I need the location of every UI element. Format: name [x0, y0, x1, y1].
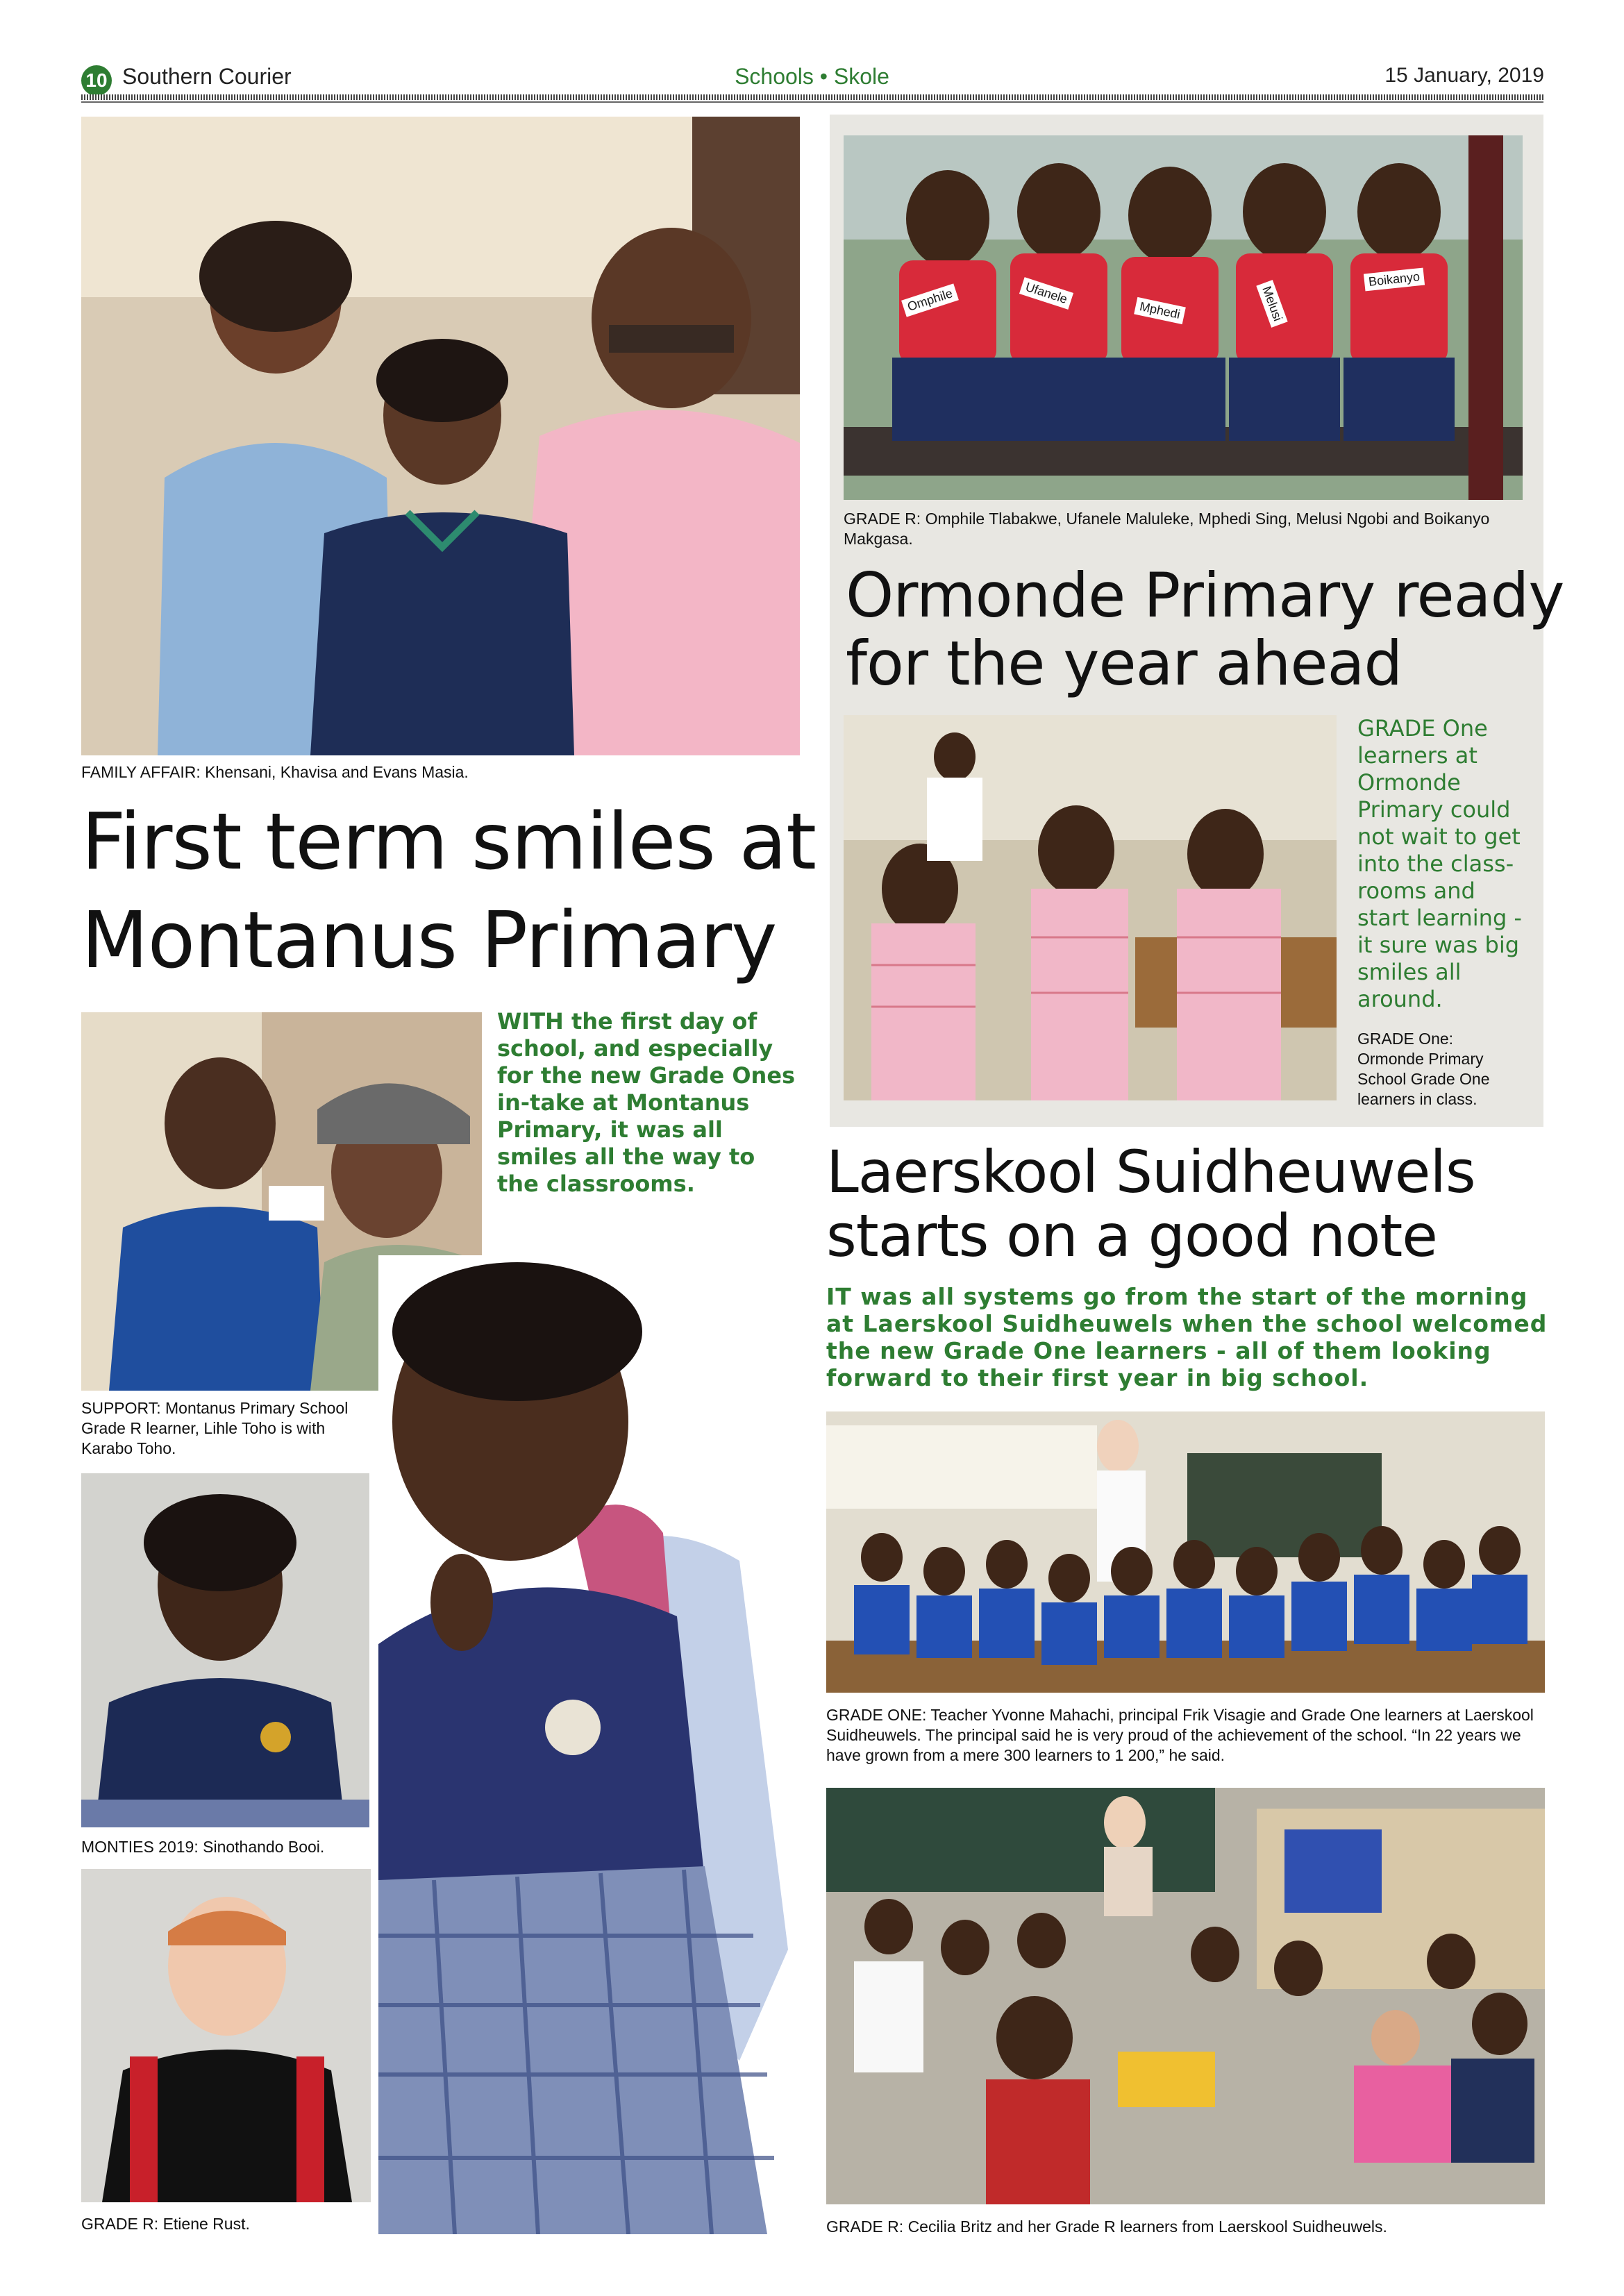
headline-suidheuwels-line1: Laerskool Suidheuwels: [826, 1138, 1475, 1206]
name-tag-row: [844, 135, 1523, 500]
headline-montanus-line1: First term smiles at: [81, 797, 816, 887]
header-rule: [81, 94, 1543, 100]
caption-support: SUPPORT: Montanus Primary School Grade R learner, Lihle Toho is with Karabo Toho.: [81, 1399, 349, 1457]
headline-ormonde-line2: for the year ahead: [846, 628, 1403, 699]
grade-r-suidheuwels-photo: [826, 1788, 1545, 2204]
headline-montanus-line2: Montanus Primary: [81, 896, 777, 986]
name-tag: Mphedi: [1134, 297, 1186, 324]
etiene-photo: [81, 1869, 371, 2202]
name-tag: Ufanele: [1019, 277, 1073, 310]
intro-suidheuwels: IT was all systems go from the start of the morning at Laerskool Suidheuwels when the school welcomed the new Grade One learners - all of them looking forward to their first year in big school.: [826, 1283, 1548, 1391]
publication-name: Southern Courier: [122, 64, 292, 89]
she-is-sharp-photo: [378, 1255, 795, 2234]
page-number-badge: 10: [81, 65, 112, 96]
caption-grade-one-suidheuwels: GRADE ONE: Teacher Yvonne Mahachi, principal Frik Visagie and Grade One learners at Laerskool Suidheuwels. The principal said he is very proud of the achievement of the school. “In 22 years we have grown from a mere 300 learners to 1 200,” he said.: [826, 1706, 1534, 1764]
caption-grade-r-suidheuwels: GRADE R: Cecilia Britz and her Grade R learners from Laerskool Suidheuwels.: [826, 2218, 1387, 2236]
name-tag: Omphile: [901, 283, 959, 317]
caption-etiene: GRADE R: Etiene Rust.: [81, 2215, 250, 2233]
caption-grade-one-ormonde: GRADE One: Ormonde Primary School Grade One learners in class.: [1357, 1030, 1490, 1108]
issue-date: 15 January, 2019: [1384, 64, 1544, 87]
headline-suidheuwels-line2: starts on a good note: [826, 1202, 1437, 1270]
grade-one-suidheuwels-photo: [826, 1411, 1545, 1693]
name-tag: Melusi: [1256, 280, 1287, 328]
family-affair-photo: [81, 117, 800, 755]
monties-photo: [81, 1473, 369, 1827]
grade-one-ormonde-photo: [844, 715, 1337, 1100]
intro-montanus: WITH the first day of school, and especially for the new Grade Ones in-take at Montanus Primary, it was all smiles all the way to the classrooms.: [497, 1008, 796, 1197]
caption-grade-r-ormonde: GRADE R: Omphile Tlabakwe, Ufanele Maluleke, Mphedi Sing, Melusi Ngobi and Boikanyo Makgasa.: [844, 510, 1490, 548]
intro-ormonde: GRADE One learners at Ormonde Primary could not wait to get into the class-rooms and start learning - it sure was big smiles all around.: [1357, 715, 1522, 1012]
caption-family-affair: FAMILY AFFAIR: Khensani, Khavisa and Evans Masia.: [81, 763, 469, 781]
caption-monties: MONTIES 2019: Sinothando Booi.: [81, 1838, 325, 1856]
header-rule-line: [81, 101, 1543, 103]
headline-ormonde-line1: Ormonde Primary ready: [846, 560, 1564, 631]
name-tag: Boikanyo: [1364, 268, 1425, 292]
section-title: Schools • Skole: [735, 64, 889, 89]
